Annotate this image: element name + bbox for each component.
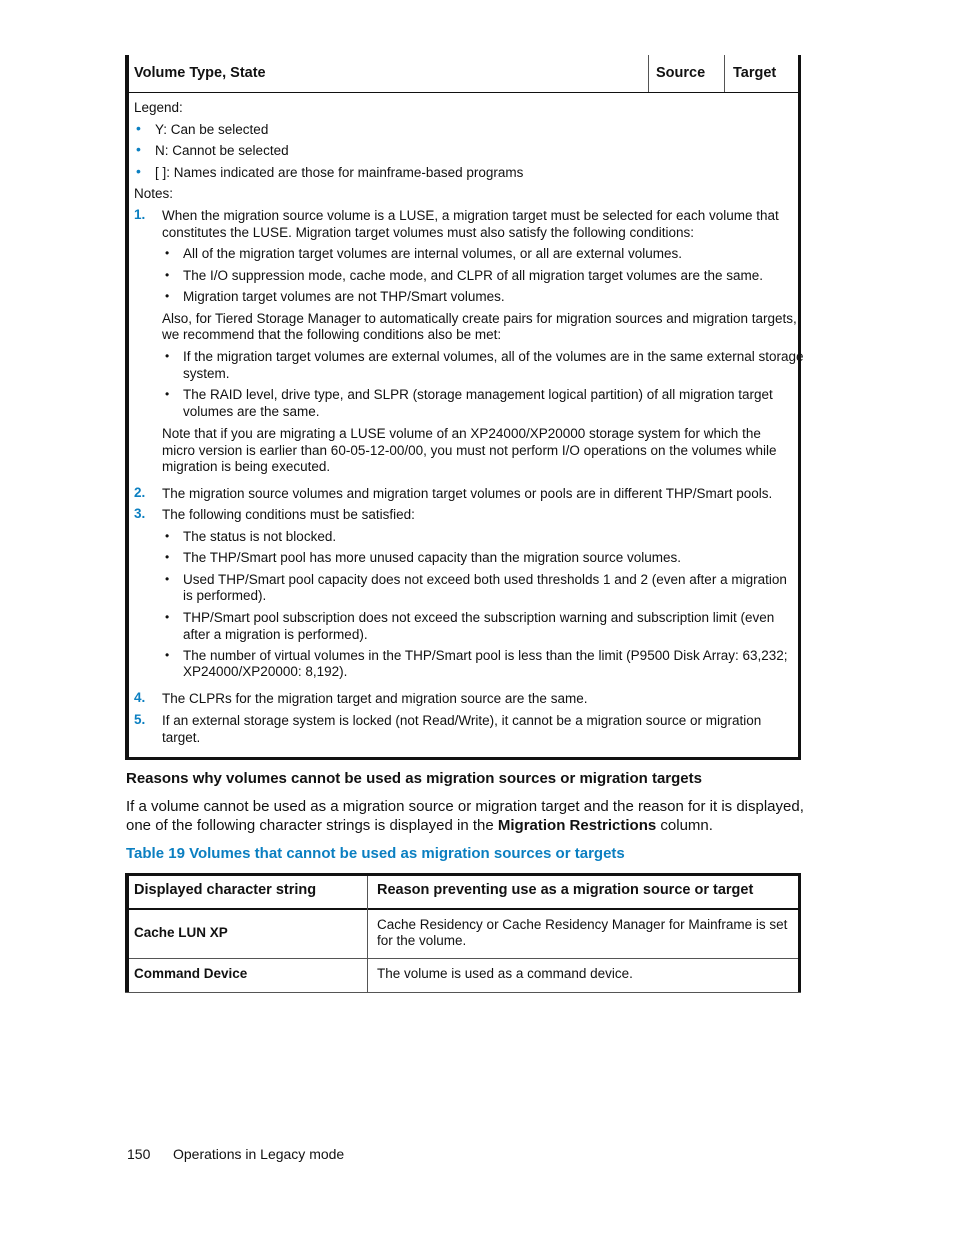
row-rule	[129, 958, 798, 959]
header-rule	[129, 92, 798, 93]
note-text: target.	[162, 730, 201, 745]
bullet-icon: •	[165, 268, 170, 282]
column-divider	[724, 55, 725, 92]
bullet-icon: •	[136, 141, 141, 157]
paragraph-text: one of the following character strings is displayed in the	[126, 817, 498, 834]
table-cell-reason: for the volume.	[377, 933, 467, 948]
table-cell-string: Cache LUN XP	[134, 925, 228, 940]
note-text: constitutes the LUSE. Migration target volumes must also satisfy the following conditions:	[162, 225, 695, 240]
sub-item: Used THP/Smart pool capacity does not exceed both used thresholds 1 and 2 (even after a migration	[183, 572, 787, 587]
bullet-icon: •	[165, 648, 170, 662]
note-number: 2.	[134, 485, 146, 500]
bullet-icon: •	[165, 349, 170, 363]
section-paragraph	[126, 816, 713, 835]
column-divider	[648, 55, 649, 92]
bullet-icon: •	[136, 120, 141, 136]
note-text: migration is being executed.	[162, 459, 331, 474]
sub-item: If the migration target volumes are external volumes, all of the volumes are in the same external storage	[183, 349, 804, 364]
bullet-icon: •	[165, 610, 170, 624]
section-heading: Reasons why volumes cannot be used as migration sources or migration targets	[126, 770, 702, 787]
table-border-bottom	[125, 992, 801, 993]
sub-item: The I/O suppression mode, cache mode, and CLPR of all migration target volumes are the same.	[183, 268, 764, 283]
header-displayed-string: Displayed character string	[134, 882, 317, 898]
sub-item: The THP/Smart pool has more unused capacity than the migration source volumes.	[183, 550, 681, 565]
sub-item: is performed).	[183, 588, 267, 603]
header-target: Target	[733, 65, 777, 81]
table-cell-reason: Cache Residency or Cache Residency Manager for Mainframe is set	[377, 917, 788, 932]
table-cell-reason: The volume is used as a command device.	[377, 966, 633, 981]
header-reason: Reason preventing use as a migration source or target	[377, 882, 754, 898]
sub-item: The RAID level, drive type, and SLPR (storage management logical partition) of all migration target	[183, 387, 773, 402]
sub-item: All of the migration target volumes are internal volumes, or all are external volumes.	[183, 246, 682, 261]
table-border-bottom	[125, 757, 801, 760]
sub-item: The status is not blocked.	[183, 529, 337, 544]
header-source: Source	[656, 65, 706, 81]
paragraph-bold-term: Migration Restrictions	[497, 817, 657, 834]
note-text: micro version is earlier than 60-05-12-00/00, you must not perform I/O operations on the volumes while	[162, 443, 777, 458]
header-volume-type: Volume Type, State	[134, 65, 266, 81]
table-cell-string: Command Device	[134, 966, 248, 981]
column-divider	[367, 876, 368, 992]
legend-item: Y: Can be selected	[155, 122, 269, 137]
table-border-top	[125, 873, 801, 876]
table-border-left	[125, 873, 129, 993]
note-text: The migration source volumes and migration target volumes or pools are in different THP/Smart pools.	[162, 486, 773, 501]
bullet-icon: •	[165, 550, 170, 564]
table-border-left	[125, 55, 129, 760]
sub-item: volumes are the same.	[183, 404, 320, 419]
bullet-icon: •	[165, 387, 170, 401]
bullet-icon: •	[165, 572, 170, 586]
note-text: Also, for Tiered Storage Manager to automatically create pairs for migration sources and migration targets,	[162, 311, 797, 326]
paragraph-text: column.	[656, 817, 713, 834]
bullet-icon: •	[165, 246, 170, 260]
notes-label: Notes:	[134, 186, 174, 201]
note-text: Note that if you are migrating a LUSE volume of an XP24000/XP20000 storage system for which the	[162, 426, 761, 441]
note-text: When the migration source volume is a LUSE, a migration target must be selected for each volume that	[162, 208, 779, 223]
sub-item: XP24000/XP20000: 8,192).	[183, 664, 348, 679]
note-text: we recommend that the following conditions also be met:	[162, 327, 502, 342]
note-text: If an external storage system is locked (not Read/Write), it cannot be a migration source or migration	[162, 713, 762, 728]
note-text: The following conditions must be satisfied:	[162, 507, 415, 522]
bullet-icon: •	[136, 163, 141, 179]
table-caption: Table 19 Volumes that cannot be used as migration sources or targets	[126, 845, 625, 862]
legend-item: N: Cannot be selected	[155, 143, 289, 158]
sub-item: after a migration is performed).	[183, 627, 368, 642]
note-number: 3.	[134, 506, 146, 521]
legend-label: Legend:	[134, 100, 183, 115]
page-number: 150	[127, 1146, 151, 1162]
bullet-icon: •	[165, 289, 170, 303]
footer-section-title: Operations in Legacy mode	[173, 1146, 345, 1162]
sub-item: system.	[183, 366, 230, 381]
bullet-icon: •	[165, 529, 170, 543]
header-rule	[129, 908, 798, 910]
table-border-right	[798, 873, 801, 993]
sub-item: The number of virtual volumes in the THP/Smart pool is less than the limit (P9500 Disk Array: 63,232;	[183, 648, 788, 663]
note-text: The CLPRs for the migration target and migration source are the same.	[162, 691, 588, 706]
note-number: 4.	[134, 690, 146, 705]
note-number: 1.	[134, 207, 146, 222]
sub-item: Migration target volumes are not THP/Smart volumes.	[183, 289, 505, 304]
legend-item: [ ]: Names indicated are those for mainframe-based programs	[155, 165, 524, 180]
note-number: 5.	[134, 712, 146, 727]
section-paragraph: If a volume cannot be used as a migration source or migration target and the reason for it is displayed,	[126, 798, 804, 815]
table-border-right	[798, 55, 801, 760]
sub-item: THP/Smart pool subscription does not exceed the subscription warning and subscription limit (even	[183, 610, 775, 625]
